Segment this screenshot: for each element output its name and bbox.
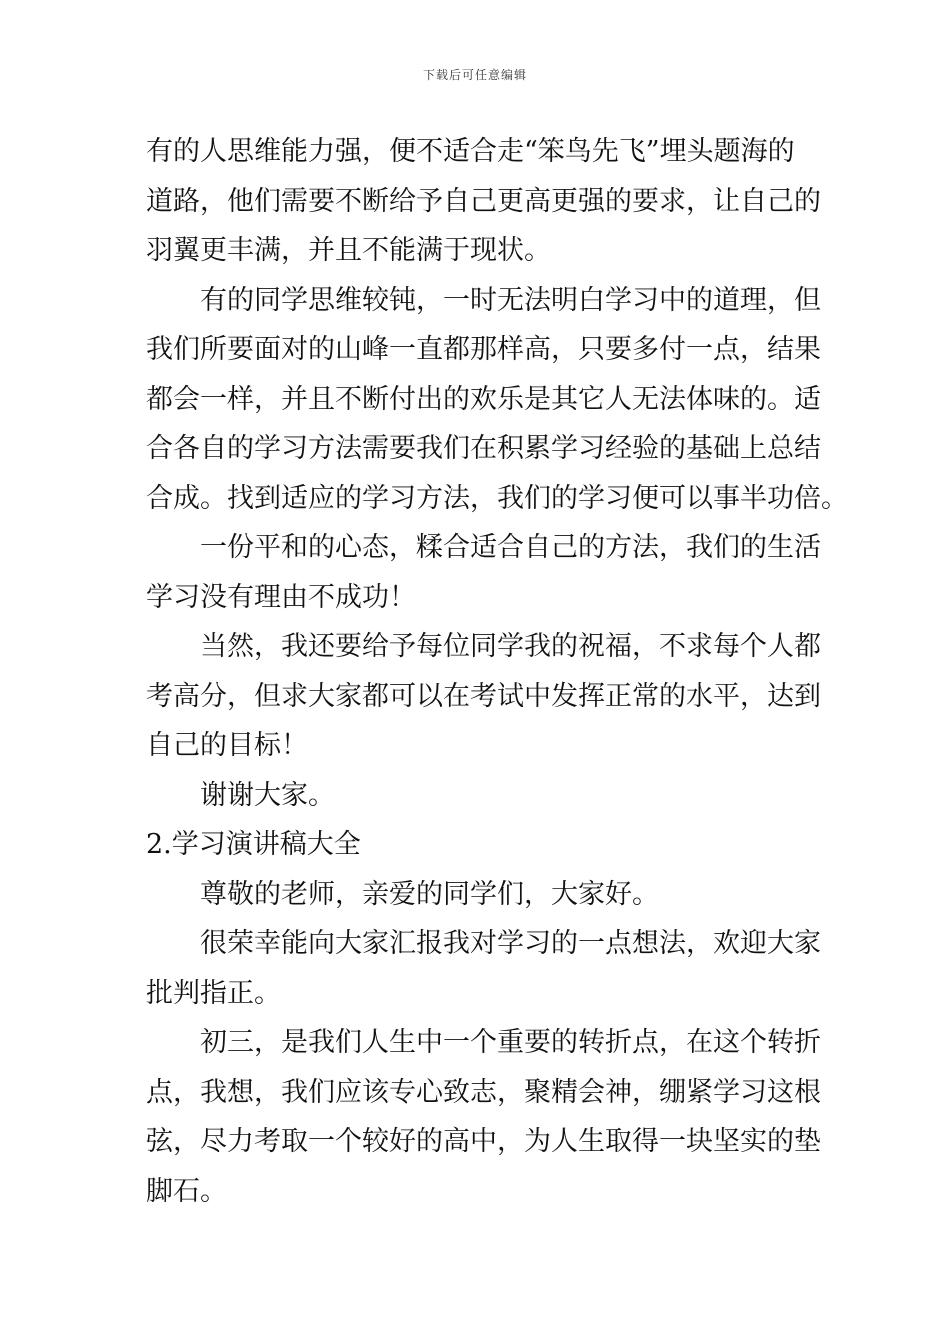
text-line: 合成。找到适应的学习方法，我们的学习便可以事半功倍。 — [146, 482, 848, 514]
text-line: 当然，我还要给予每位同学我的祝福，不求每个人都 — [200, 631, 821, 662]
text-line: 合各自的学习方法需要我们在积累学习经验的基础上总结 — [146, 433, 821, 464]
text-line: 有的人思维能力强，便不适合走“笨鸟先飞”埋头题海的 — [146, 136, 795, 167]
text-line: 一份平和的心态，糅合适合自己的方法，我们的生活 — [200, 532, 821, 563]
section-heading: 2.学习演讲稿大全 — [146, 829, 361, 860]
text-line: 初三，是我们人生中一个重要的转折点，在这个转折 — [200, 1027, 821, 1058]
document-body — [146, 127, 848, 1216]
text-line: 尊敬的老师，亲爱的同学们，大家好。 — [200, 878, 659, 910]
text-line: 都会一样，并且不断付出的欢乐是其它人无法体味的。适 — [146, 383, 821, 415]
text-line: 点，我想，我们应该专心致志，聚精会神，绷紧学习这根 — [146, 1076, 821, 1108]
text-line: 羽翼更丰满，并且不能满于现状。 — [146, 235, 551, 266]
text-line: 很荣幸能向大家汇报我对学习的一点想法，欢迎大家 — [200, 928, 821, 959]
text-line: 自己的目标！ — [146, 730, 308, 761]
header-note: 下载后可任意编辑 — [422, 68, 527, 82]
text-line: 批判指正。 — [146, 977, 281, 1009]
text-line: 道路，他们需要不断给予自己更高更强的要求，让自己的 — [146, 185, 821, 217]
text-line: 有的同学思维较钝，一时无法明白学习中的道理，但 — [200, 284, 821, 316]
text-line: 弦，尽力考取一个较好的高中，为人生取得一块坚实的垫 — [146, 1126, 821, 1157]
text-line: 学习没有理由不成功！ — [146, 581, 416, 613]
text-line: 脚石。 — [146, 1175, 227, 1207]
text-line: 谢谢大家。 — [200, 779, 335, 811]
text-line: 我们所要面对的山峰一直都那样高，只要多付一点，结果 — [146, 334, 821, 365]
text-line: 考高分，但求大家都可以在考试中发挥正常的水平，达到 — [146, 680, 821, 712]
